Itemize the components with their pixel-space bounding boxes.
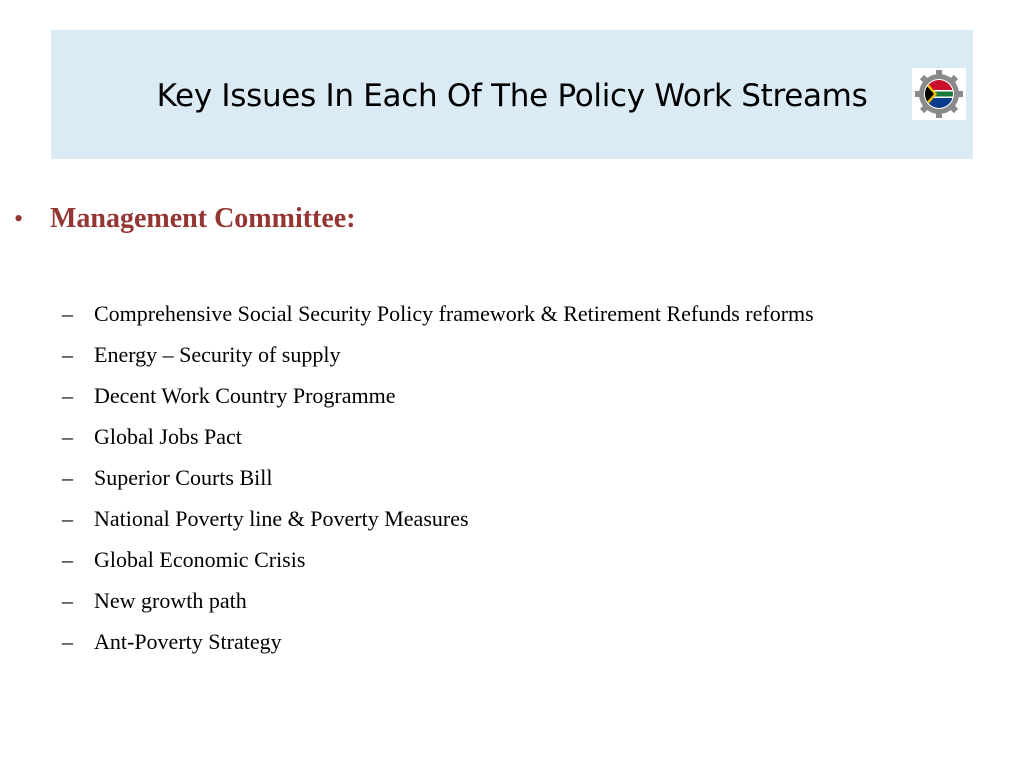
list-item-text: Energy – Security of supply [94,342,341,367]
list-item-text: Comprehensive Social Security Policy framework & Retirement Refunds reforms [94,301,814,326]
list-item [62,539,814,580]
list-item [62,416,814,457]
gear-flag-emblem-icon [912,68,966,120]
list-item [62,457,814,498]
section-heading [14,196,356,241]
dash-icon: – [62,629,73,654]
dash-icon: – [62,588,73,613]
dash-icon: – [62,465,73,490]
dash-icon: – [62,547,73,572]
dash-icon: – [62,506,73,531]
slide-title: Key Issues In Each Of The Policy Work Streams [156,78,868,114]
dash-icon: – [62,301,73,326]
list-item-text: Global Economic Crisis [94,547,306,572]
list-item-text: National Poverty line & Poverty Measures [94,506,469,531]
issue-list [62,293,814,662]
dash-icon: – [62,342,73,367]
dash-icon: – [62,383,73,408]
list-item-text: New growth path [94,588,247,613]
list-item [62,334,814,375]
dash-icon: – [62,424,73,449]
list-item-text: Ant-Poverty Strategy [94,629,282,654]
list-item [62,293,814,334]
list-item-text: Superior Courts Bill [94,465,273,490]
list-item [62,375,814,416]
list-item [62,580,814,621]
list-item-text: Global Jobs Pact [94,424,242,449]
list-item-text: Decent Work Country Programme [94,383,396,408]
section-label: Management Committee: [50,203,356,234]
list-item [62,498,814,539]
bullet-icon: • [14,204,24,233]
list-item [62,621,814,662]
